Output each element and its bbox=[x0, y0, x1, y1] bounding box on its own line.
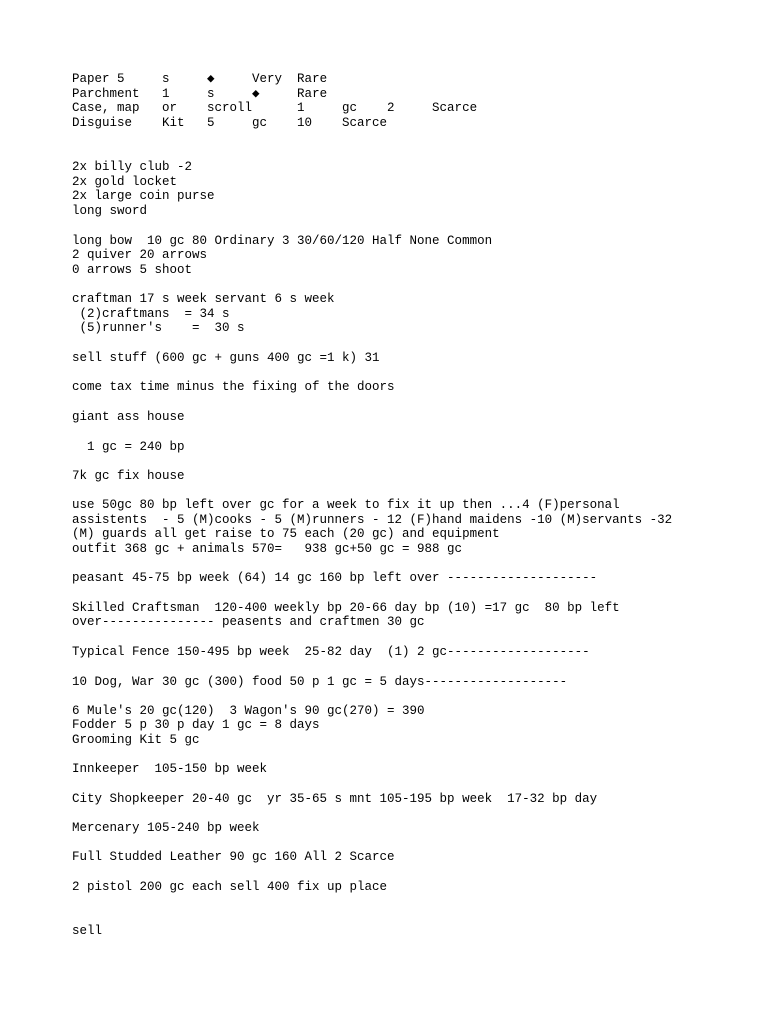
text-line: Paper 5 s ◆ Very Rare bbox=[72, 72, 328, 86]
text-line: over--------------- peasents and craftmen 30 gc bbox=[72, 615, 425, 629]
text-line: Fodder 5 p 30 p day 1 gc = 8 days bbox=[72, 718, 320, 732]
text-line: giant ass house bbox=[72, 410, 185, 424]
text-line: (M) guards all get raise to 75 each (20 gc) and equipment bbox=[72, 527, 500, 541]
text-line: outfit 368 gc + animals 570= 938 gc+50 gc = 988 gc bbox=[72, 542, 463, 556]
text-line: 2x billy club -2 bbox=[72, 160, 193, 174]
text-line: (5)runner's = 30 s bbox=[72, 321, 245, 335]
text-line: (2)craftmans = 34 s bbox=[72, 307, 230, 321]
text-line: Grooming Kit 5 gc bbox=[72, 733, 200, 747]
text-line: 2x gold locket bbox=[72, 175, 178, 189]
text-line: Parchment 1 s ◆ Rare bbox=[72, 87, 328, 101]
text-line: 1 gc = 240 bp bbox=[72, 440, 185, 454]
text-line: 0 arrows 5 shoot bbox=[72, 263, 193, 277]
text-line: 2x large coin purse bbox=[72, 189, 215, 203]
text-line: sell bbox=[72, 924, 103, 938]
text-line: 2 pistol 200 gc each sell 400 fix up place bbox=[72, 880, 388, 894]
text-line: Disguise Kit 5 gc 10 Scarce bbox=[72, 116, 388, 130]
text-line: Skilled Craftsman 120-400 weekly bp 20-66 day bp (10) =17 gc 80 bp left bbox=[72, 601, 620, 615]
text-line: come tax time minus the fixing of the doors bbox=[72, 380, 395, 394]
text-line: City Shopkeeper 20-40 gc yr 35-65 s mnt 105-195 bp week 17-32 bp day bbox=[72, 792, 598, 806]
text-line: Case, map or scroll 1 gc 2 Scarce bbox=[72, 101, 478, 115]
text-line: peasant 45-75 bp week (64) 14 gc 160 bp left over -------------------- bbox=[72, 571, 598, 585]
text-line: 7k gc fix house bbox=[72, 469, 185, 483]
text-line: Full Studded Leather 90 gc 160 All 2 Scarce bbox=[72, 850, 395, 864]
text-line: 6 Mule's 20 gc(120) 3 Wagon's 90 gc(270) = 390 bbox=[72, 704, 425, 718]
text-line: 2 quiver 20 arrows bbox=[72, 248, 208, 262]
text-line: assistents - 5 (M)cooks - 5 (M)runners - 12 (F)hand maidens -10 (M)servants -32 bbox=[72, 513, 673, 527]
text-line: Typical Fence 150-495 bp week 25-82 day (1) 2 gc------------------- bbox=[72, 645, 590, 659]
text-line: craftman 17 s week servant 6 s week bbox=[72, 292, 335, 306]
text-line: sell stuff (600 gc + guns 400 gc =1 k) 31 bbox=[72, 351, 380, 365]
text-line: Innkeeper 105-150 bp week bbox=[72, 762, 268, 776]
text-line: long bow 10 gc 80 Ordinary 3 30/60/120 Half None Common bbox=[72, 234, 493, 248]
text-line: Mercenary 105-240 bp week bbox=[72, 821, 260, 835]
text-line: 10 Dog, War 30 gc (300) food 50 p 1 gc = 5 days------------------- bbox=[72, 675, 568, 689]
text-line: use 50gc 80 bp left over gc for a week to fix it up then ...4 (F)personal bbox=[72, 498, 620, 512]
text-line: long sword bbox=[72, 204, 148, 218]
